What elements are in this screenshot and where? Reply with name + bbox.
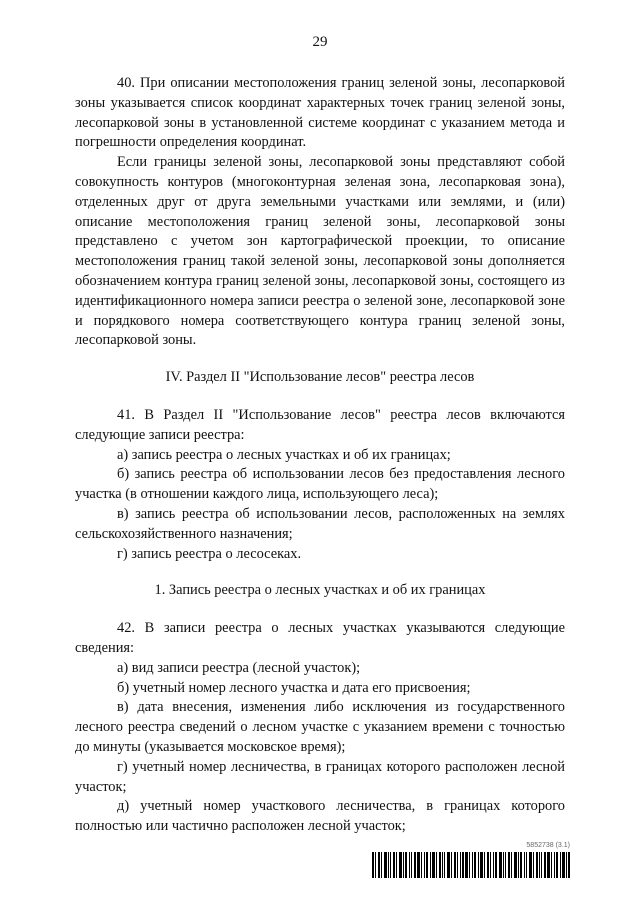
list-item-b: б) учетный номер лесного участка и дата его присвоения;	[117, 679, 471, 696]
paragraph-40-continued: Если границы зеленой зоны, лесопарковой зоны представляют собой совокупность контуров (многоконтурная зеленая зона, лесопарковая зона), отделенных друг от друга земельными участками или землями, и (или) описание местоположения границ зеленой зоны, лесопарковой зоны представлено с учетом зон картографической проекции, то описание местоположения границ такой зеленой зоны, лесопарковой зоны дополняется обозначением контура границ зеленой зоны, лесопарковой зоны, состоящего из идентификационного номера записи реестра о зеленой зоне, лесопарковой зоне и порядкового номера соответствующего контура границ зеленой зоны, лесопарковой зоны.	[75, 154, 565, 349]
section-heading-iv: IV. Раздел II "Использование лесов" реестра лесов	[165, 369, 475, 386]
list-item-d: д) учетный номер участкового лесничества, в границах которого полностью или частично расположен лесной участок;	[75, 798, 565, 835]
list-item-v: в) дата внесения, изменения либо исключения из государственного лесного реестра сведений о лесном участке с указанием времени с точностью до минуты (указывается московское время);	[75, 699, 565, 755]
list-item-a: а) запись реестра о лесных участках и об их границах;	[117, 446, 451, 463]
list-item-g: г) запись реестра о лесосеках.	[117, 545, 302, 562]
paragraph-40: 40. При описании местоположения границ зеленой зоны, лесопарковой зоны указывается список координат характерных точек границ зеленой зоны, лесопарковой зоны в установленной системе координат с указанием метода и погрешности определения координат.	[75, 75, 565, 151]
list-item-g: г) учетный номер лесничества, в границах которого расположен лесной участок;	[75, 758, 565, 795]
list-item-a: а) вид записи реестра (лесной участок);	[117, 659, 361, 676]
paragraph-41: 41. В Раздел II "Использование лесов" реестра лесов включаются следующие записи реестра:	[75, 406, 565, 443]
document-body	[75, 74, 565, 837]
subsection-heading-1: 1. Запись реестра о лесных участках и об их границах	[154, 582, 486, 599]
list-item-v: в) запись реестра об использовании лесов, расположенных на землях сельскохозяйственного назначения;	[75, 505, 565, 542]
page-number: 29	[312, 34, 328, 50]
paragraph-42: 42. В записи реестра о лесных участках указываются следующие сведения:	[75, 620, 565, 656]
document-barcode	[372, 842, 570, 878]
list-item-b: б) запись реестра об использовании лесов без предоставления лесного участка (в отношении каждого лица, использующего леса);	[75, 466, 565, 503]
barcode-icon	[372, 852, 570, 878]
barcode-label: 5852738 (3.1)	[526, 842, 570, 849]
